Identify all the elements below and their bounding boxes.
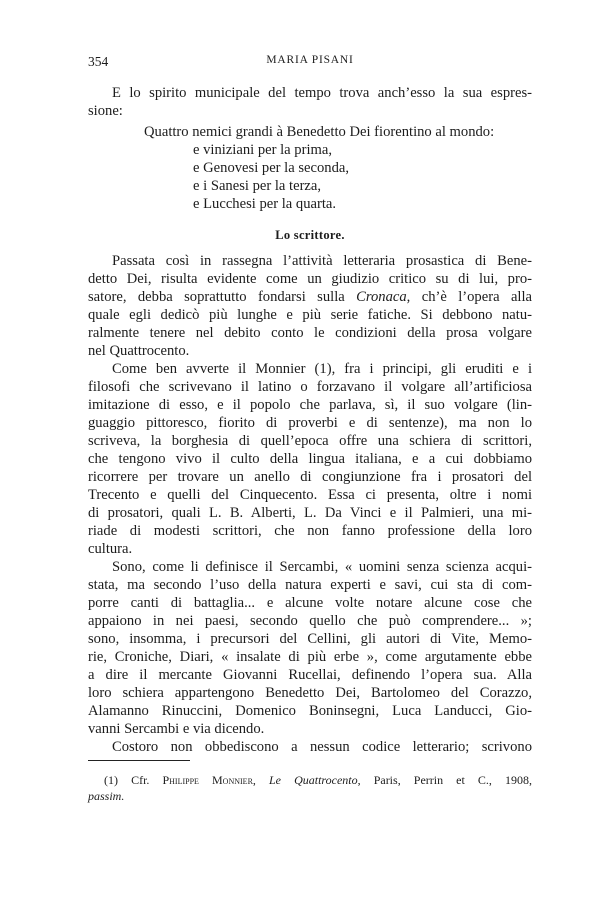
- footnote-line: [104, 772, 532, 788]
- text-line: nel Quattrocento.: [88, 343, 190, 359]
- page-header: [88, 54, 532, 72]
- verse-line: e i Sanesi per la terza,: [193, 178, 322, 194]
- text-line: Trecento e quelli del Cinquecento. Essa ci presenta, oltre i nomi: [88, 487, 532, 503]
- text-line: a dire il mercante Giovanni Rucellai, definendo l’opera sua. Alla: [88, 667, 532, 683]
- text-line: imitazione di esso, e il popolo che parlava, sì, il suo volgare (lin-: [88, 397, 532, 413]
- text-line: vanni Sercambi e via dicendo.: [88, 721, 265, 737]
- section-heading: Lo scrittore.: [275, 228, 345, 242]
- text-line: E lo spirito municipale del tempo trova anch’esso la sua espres-: [112, 85, 532, 101]
- text-line: rie, Croniche, Diari, « insalate di più erbe », come argutamente ebbe: [88, 649, 532, 665]
- text-line: scriveva, la borghesia di quell’epoca offre una schiera di scrittori,: [88, 433, 532, 449]
- text-segment: satore, debba soprattutto fondarsi sulla: [88, 289, 357, 305]
- footnote-line: passim.: [88, 789, 125, 803]
- text-line: Come ben avverte il Monnier (1), fra i principi, gli eruditi e i: [112, 361, 532, 377]
- footnote-rest: , Paris, Perrin et C., 1908,: [357, 773, 532, 787]
- text-line: ricorrere per trovare un anello di congiunzione fra i prosatori del: [88, 469, 532, 485]
- running-head: MARIA PISANI: [266, 54, 354, 66]
- verse-line: e Lucchesi per la quarta.: [193, 196, 337, 212]
- verse-line: Quattro nemici grandi à Benedetto Dei fiorentino al mondo:: [144, 124, 495, 140]
- text-line: sono, insomma, i precursori del Cellini, gli autori di Vite, Memo-: [88, 631, 532, 647]
- text-line: Costoro non obbediscono a nessun codice letterario; scrivono: [112, 739, 532, 755]
- text-line: riade di modesti scrittori, che non fanno professione della loro: [88, 523, 532, 539]
- work-title: Cronaca: [356, 289, 407, 305]
- text-line: cultura.: [88, 541, 133, 557]
- text-line: Sono, come li definisce il Sercambi, « uomini senza scienza acqui-: [112, 559, 532, 575]
- page-number: 354: [88, 54, 109, 69]
- text-line: Alamanno Rinuccini, Domenico Boninsegni, Luca Landucci, Gio-: [88, 703, 532, 719]
- text-line: loro schiera appartengono Benedetto Dei, Bartolomeo del Corazzo,: [88, 685, 532, 701]
- text-line: guaggio pittoresco, fiorito di proverbi e di sentenze), ma non lo: [88, 415, 532, 431]
- text-line: filosofi che scrivevano il latino o forzavano il volgare all’artificiosa: [88, 379, 532, 395]
- text-line: detto Dei, risulta evidente come un giudizio critico su di lui, pro-: [88, 271, 532, 287]
- footnote-rule: [88, 760, 190, 761]
- footnote-marker: (1) Cfr.: [104, 773, 163, 787]
- verse-line: e Genovesi per la seconda,: [193, 160, 350, 176]
- footnote-author: Philippe Monnier: [162, 773, 253, 787]
- text-line: sione:: [88, 103, 123, 119]
- text-line: di prosatori, quali L. B. Alberti, L. Da Vinci e il Palmieri, una mi-: [88, 505, 532, 521]
- footnote-sep: ,: [252, 773, 269, 787]
- text-line: che tengono vivo il culto della lingua italiana, e a cui dobbiamo: [88, 451, 532, 467]
- text-segment: , ch’è l’opera alla: [406, 289, 533, 305]
- text-line: quale egli dedicò più lunghe e più serie fatiche. Si debbono natu-: [88, 307, 532, 323]
- text-line: porre canti di battaglia... e alcune volte notare alcune cose che: [88, 595, 532, 611]
- text-line: [88, 288, 532, 306]
- text-line: ralmente tenere nel debito conto le condizioni della prosa volgare: [88, 325, 532, 341]
- footnote-title: Le Quattrocento: [268, 773, 358, 787]
- text-line: Passata così in rassegna l’attività letteraria prosastica di Bene-: [112, 253, 532, 269]
- text-line: stata, ma secondo l’uso della natura experti e savi, cui sta di com-: [88, 577, 532, 593]
- text-line: appaiono in nei paesi, secondo quello che può comprendere... »;: [88, 613, 532, 629]
- verse-line: e viniziani per la prima,: [193, 142, 332, 158]
